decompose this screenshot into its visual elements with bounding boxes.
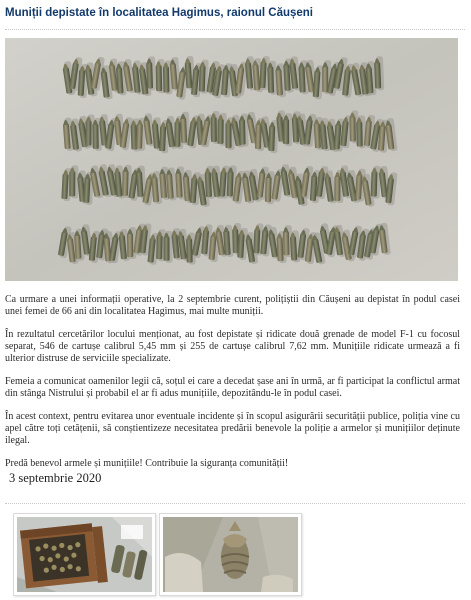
cartridge-shape xyxy=(374,56,384,90)
wrapped-grenade-thumbnail xyxy=(163,517,298,592)
cartridge-shape xyxy=(267,61,277,95)
gallery-divider xyxy=(5,503,465,504)
article-paragraph-2: În rezultatul cercetărilor locului menționat, au fost depistate și ridicate două grenade de model F-1 cu focosul separat, 546 de cartușe calibrul 5,45 mm și 255 de cartușe calibrul 7,62 mm. Munițiile ridicate urmează a fi ulterior distruse de serviciile specializate. xyxy=(5,329,460,364)
article-date: 3 septembrie 2020 xyxy=(9,471,102,485)
article-title: Muniții depistate în localitatea Hagimus, raionul Căușeni xyxy=(5,7,314,19)
article-body xyxy=(5,294,460,470)
article-signoff: Predă benevol armele și munițiile! Contribuie la siguranța comunității! xyxy=(5,458,289,469)
article-paragraph-1: Ca urmare a unei informații operative, la 2 septembrie curent, polițiștii din Căușeni au depistat în podul casei unei femei de 66 ani din localitatea Hagimus, mai multe muniții. xyxy=(5,294,460,317)
ammunition-photo xyxy=(5,38,458,281)
ammunition-box-thumbnail xyxy=(17,517,152,592)
title-divider xyxy=(5,29,465,30)
gallery-thumbnail-grenade[interactable] xyxy=(159,513,302,596)
gallery-thumbnail-ammo-box[interactable] xyxy=(13,513,156,596)
cartridge-shape xyxy=(146,56,156,90)
cartridge-shape xyxy=(239,113,249,146)
cartridge-shape xyxy=(163,231,172,263)
cartridge-shape xyxy=(217,113,226,146)
article-paragraph-4: În acest context, pentru evitarea unor eventuale incidente și în scopul asigurării securității publice, poliția vine cu apel către toți cetățenii, să conștientizeze necesitatea predării benevole la poliție a armelor și munițiilor deținute ilegal. xyxy=(5,411,460,446)
cartridge-shape xyxy=(69,165,78,198)
article-paragraph-3: Femeia a comunicat oamenilor legii că, soțul ei care a decedat șase ani în urmă, ar fi participat la conflictul armat din stânga Nistrului și probabil el ar fi adus munițiile, depozitându-le în podul casei. xyxy=(5,376,460,399)
cartridge-shape xyxy=(283,113,292,146)
